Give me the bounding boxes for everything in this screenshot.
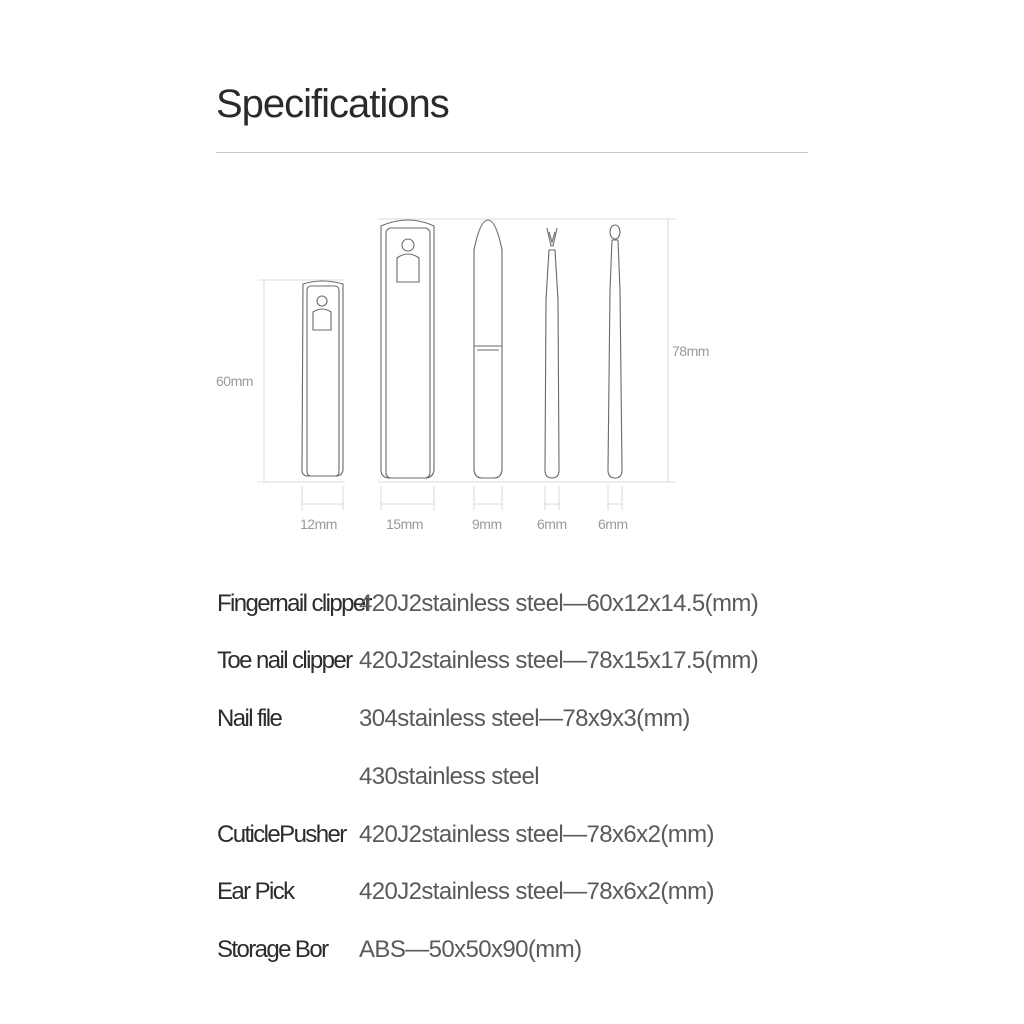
fingernail-clipper-lever: [313, 309, 331, 330]
fingernail-clipper-drawing: [302, 281, 343, 510]
toenail-clipper-body: [381, 220, 434, 478]
spec-value: 420J2stainless steel—78x6x2(mm): [359, 821, 714, 848]
width-label-nail-file: 9mm: [472, 516, 502, 532]
toenail-clipper-drawing: [381, 220, 434, 510]
width-label-toenail-clipper: 15mm: [386, 516, 423, 532]
spec-value: ABS—50x50x90(mm): [359, 936, 582, 963]
spec-name: Storage Bor: [217, 936, 328, 963]
page-title: Specifications: [216, 82, 449, 126]
spec-name: CuticlePusher: [217, 821, 346, 848]
height-label-left: 60mm: [216, 373, 253, 389]
fingernail-clipper-pivot: [317, 296, 327, 306]
ear-pick-scoop: [610, 225, 620, 239]
width-label-ear-pick: 6mm: [598, 516, 628, 532]
toenail-clipper-pivot: [402, 239, 414, 251]
spec-value: 430stainless steel: [359, 763, 539, 790]
spec-value: 420J2stainless steel—60x12x14.5(mm): [359, 590, 759, 617]
toenail-clipper-inner: [386, 228, 430, 478]
spec-value: 304stainless steel—78x9x3(mm): [359, 705, 690, 732]
spec-name: Toe nail clipper: [217, 647, 352, 674]
nail-file-drawing: [474, 220, 502, 510]
cuticle-pusher-handle: [545, 250, 559, 478]
spec-name: Nail file: [217, 705, 282, 732]
spec-value: 420J2stainless steel—78x6x2(mm): [359, 878, 714, 905]
cuticle-pusher-drawing: [545, 228, 559, 510]
ear-pick-handle: [608, 240, 622, 478]
fingernail-clipper-body: [302, 281, 343, 476]
width-label-cuticle-pusher: 6mm: [537, 516, 567, 532]
toenail-clipper-lever: [397, 254, 419, 282]
spec-name: Ear Pick: [217, 878, 294, 905]
ear-pick-drawing: [608, 225, 622, 510]
fingernail-clipper-inner: [307, 286, 339, 476]
nail-file-body: [474, 220, 502, 478]
spec-value: 420J2stainless steel—78x15x17.5(mm): [359, 647, 759, 674]
width-label-fingernail-clipper: 12mm: [300, 516, 337, 532]
spec-name: Fingernail clipper: [217, 590, 371, 617]
height-label-right: 78mm: [672, 343, 709, 359]
